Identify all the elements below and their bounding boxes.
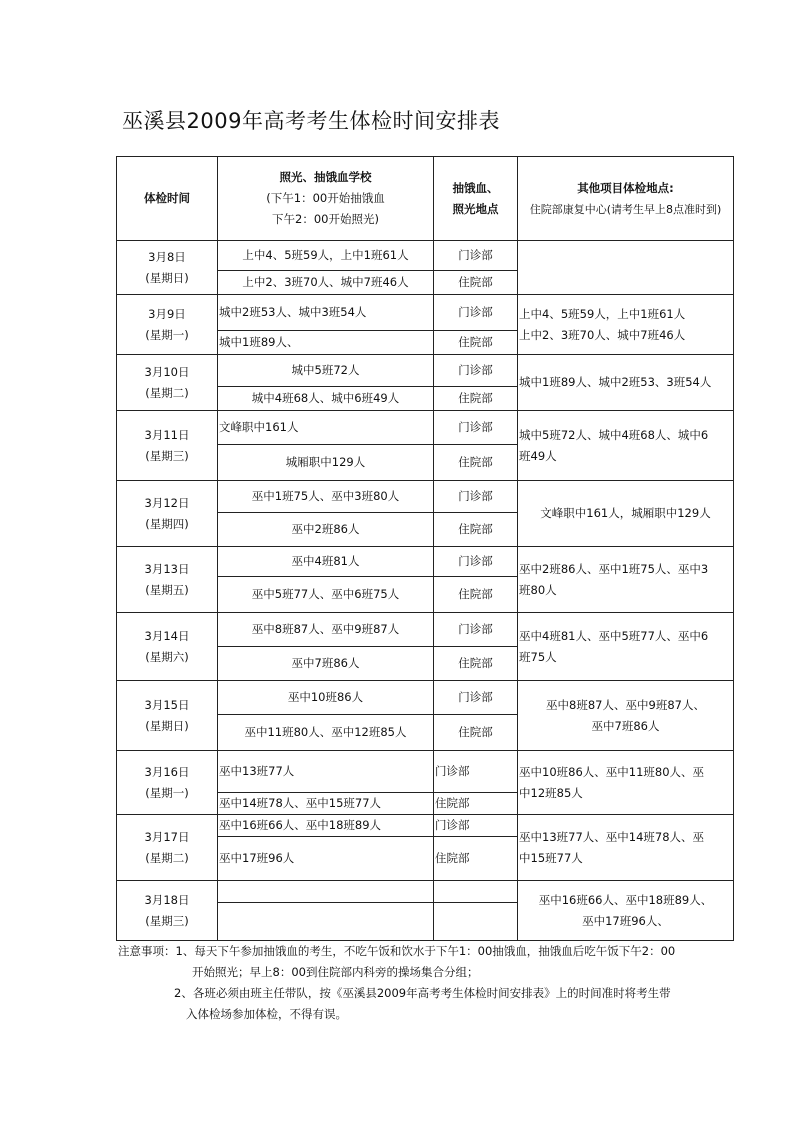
other-location-line: 巫中8班87人、巫中9班87人、 xyxy=(546,697,705,712)
date-label: 3月9日 xyxy=(148,306,186,321)
location-cell: 住院部 xyxy=(434,647,518,681)
school-cell: 巫中2班86人 xyxy=(218,513,434,547)
table-row xyxy=(117,411,734,445)
date-label: 3月12日 xyxy=(144,495,190,510)
other-location-cell xyxy=(518,815,734,881)
table-row xyxy=(117,355,734,387)
notes-block xyxy=(118,941,738,1025)
table-row xyxy=(117,815,734,837)
other-location-cell: 城中1班89人、城中2班53、3班54人 xyxy=(518,355,734,411)
header-xray xyxy=(218,157,434,241)
weekday-label: (星期日) xyxy=(145,718,189,733)
date-cell xyxy=(117,241,218,295)
location-cell xyxy=(434,903,518,941)
weekday-label: (星期四) xyxy=(145,516,189,531)
school-cell xyxy=(218,903,434,941)
school-cell xyxy=(218,881,434,903)
date-cell xyxy=(117,481,218,547)
header-location-line2: 照光地点 xyxy=(452,201,499,216)
location-cell: 门诊部 xyxy=(434,295,518,331)
location-cell: 门诊部 xyxy=(434,241,518,271)
header-other xyxy=(518,157,734,241)
other-location-line: 上中4、5班59人，上中1班61人 xyxy=(519,306,686,321)
school-cell: 巫中7班86人 xyxy=(218,647,434,681)
location-cell: 住院部 xyxy=(434,793,518,815)
weekday-label: (星期二) xyxy=(145,850,189,865)
location-cell: 门诊部 xyxy=(434,355,518,387)
date-cell xyxy=(117,295,218,355)
header-xray-sub1: (下午1：00开始抽饿血 xyxy=(266,191,385,205)
table-row xyxy=(117,681,734,715)
other-location-line: 巫中13班77人、巫中14班78人、巫 xyxy=(519,829,705,844)
school-cell: 城中2班53人、城中3班54人 xyxy=(218,295,434,331)
other-location-cell xyxy=(518,613,734,681)
other-location-line: 巫中4班81人、巫中5班77人、巫中6 xyxy=(519,628,709,643)
date-label: 3月15日 xyxy=(144,697,190,712)
school-cell: 巫中4班81人 xyxy=(218,547,434,577)
date-cell xyxy=(117,547,218,613)
location-cell: 住院部 xyxy=(434,837,518,881)
weekday-label: (星期六) xyxy=(145,649,189,664)
header-other-sub: 住院部康复中心(请考生早上8点准时到) xyxy=(529,202,722,216)
location-cell: 住院部 xyxy=(434,271,518,295)
date-label: 3月10日 xyxy=(144,364,190,379)
date-label: 3月8日 xyxy=(148,249,186,264)
other-location-line: 班80人 xyxy=(519,582,557,597)
date-label: 3月13日 xyxy=(144,561,190,576)
other-location-line: 巫中16班66人、巫中18班89人、 xyxy=(538,892,713,907)
note-line-1b: 开始照光；早上8：00到住院部内科旁的操场集合分组； xyxy=(192,965,479,979)
weekday-label: (星期五) xyxy=(145,582,189,597)
other-location-line: 城中5班72人、城中4班68人、城中6 xyxy=(519,427,709,442)
other-location-line: 巫中10班86人、巫中11班80人、巫 xyxy=(519,764,705,779)
date-label: 3月11日 xyxy=(144,427,190,442)
location-cell: 住院部 xyxy=(434,577,518,613)
header-location-line1: 抽饿血、 xyxy=(452,180,499,195)
location-cell: 住院部 xyxy=(434,513,518,547)
location-cell: 住院部 xyxy=(434,445,518,481)
other-location-line: 班75人 xyxy=(519,649,557,664)
school-cell: 文峰职中161人 xyxy=(218,411,434,445)
other-location-cell xyxy=(518,751,734,815)
date-cell xyxy=(117,355,218,411)
header-location xyxy=(434,157,518,241)
location-cell: 门诊部 xyxy=(434,751,518,793)
school-cell: 巫中11班80人、巫中12班85人 xyxy=(218,715,434,751)
date-label: 3月16日 xyxy=(144,764,190,779)
school-cell: 城中1班89人、 xyxy=(218,331,434,355)
other-location-line: 巫中2班86人、巫中1班75人、巫中3 xyxy=(519,561,709,576)
note-line-2b: 入体检场参加体检，不得有误。 xyxy=(186,1007,347,1021)
location-cell xyxy=(434,881,518,903)
table-row xyxy=(117,241,734,271)
weekday-label: (星期日) xyxy=(145,270,189,285)
other-location-cell xyxy=(518,411,734,481)
school-cell: 城中5班72人 xyxy=(218,355,434,387)
date-cell xyxy=(117,881,218,941)
header-xray-title: 照光、抽饿血学校 xyxy=(279,170,372,184)
location-cell: 门诊部 xyxy=(434,411,518,445)
page-title: 巫溪县2009年高考考生体检时间安排表 xyxy=(122,109,500,133)
location-cell: 住院部 xyxy=(434,331,518,355)
location-cell: 门诊部 xyxy=(434,815,518,837)
other-location-line: 中12班85人 xyxy=(519,785,583,800)
school-cell: 上中4、5班59人，上中1班61人 xyxy=(218,241,434,271)
table-row xyxy=(117,613,734,647)
school-cell: 巫中13班77人 xyxy=(218,751,434,793)
header-other-title: 其他项目体检地点: xyxy=(577,180,674,195)
weekday-label: (星期三) xyxy=(145,448,189,463)
table-row xyxy=(117,547,734,577)
date-cell xyxy=(117,681,218,751)
other-location-line: 中15班77人 xyxy=(519,850,583,865)
other-location-cell xyxy=(518,681,734,751)
table-row xyxy=(117,295,734,331)
note-line-1: 注意事项：1、每天下午参加抽饿血的考生，不吃午饭和饮水于下午1：00抽饿血，抽饿血后吃午饭下午2：00 xyxy=(118,944,676,958)
other-location-cell xyxy=(518,547,734,613)
note-line-2: 2、各班必须由班主任带队，按《巫溪县2009年高考考生体检时间安排表》上的时间准时将考生带 xyxy=(174,986,671,1000)
other-location-cell xyxy=(518,295,734,355)
other-location-line: 班49人 xyxy=(519,448,557,463)
other-location-line: 上中2、3班70人、城中7班46人 xyxy=(519,327,686,342)
table-row xyxy=(117,881,734,903)
date-cell xyxy=(117,751,218,815)
table-row xyxy=(117,481,734,513)
location-cell: 门诊部 xyxy=(434,681,518,715)
date-cell xyxy=(117,815,218,881)
school-cell: 巫中16班66人、巫中18班89人 xyxy=(218,815,434,837)
school-cell: 城中4班68人、城中6班49人 xyxy=(218,387,434,411)
weekday-label: (星期二) xyxy=(145,385,189,400)
location-cell: 门诊部 xyxy=(434,613,518,647)
date-label: 3月14日 xyxy=(144,628,190,643)
other-location-cell xyxy=(518,881,734,941)
school-cell: 上中2、3班70人、城中7班46人 xyxy=(218,271,434,295)
table-row xyxy=(117,751,734,793)
school-cell: 巫中17班96人 xyxy=(218,837,434,881)
header-row xyxy=(117,157,734,241)
weekday-label: (星期三) xyxy=(145,913,189,928)
school-cell: 巫中8班87人、巫中9班87人 xyxy=(218,613,434,647)
school-cell: 巫中10班86人 xyxy=(218,681,434,715)
date-label: 3月17日 xyxy=(144,829,190,844)
date-cell xyxy=(117,411,218,481)
other-location-line: 巫中7班86人 xyxy=(591,718,660,733)
location-cell: 住院部 xyxy=(434,715,518,751)
school-cell: 巫中14班78人、巫中15班77人 xyxy=(218,793,434,815)
location-cell: 住院部 xyxy=(434,387,518,411)
date-cell xyxy=(117,613,218,681)
date-label: 3月18日 xyxy=(144,892,190,907)
school-cell: 巫中1班75人、巫中3班80人 xyxy=(218,481,434,513)
school-cell: 巫中5班77人、巫中6班75人 xyxy=(218,577,434,613)
other-location-line: 巫中17班96人、 xyxy=(582,913,669,928)
weekday-label: (星期一) xyxy=(145,785,189,800)
other-location-cell: 文峰职中161人，城厢职中129人 xyxy=(518,481,734,547)
location-cell: 门诊部 xyxy=(434,547,518,577)
location-cell: 门诊部 xyxy=(434,481,518,513)
weekday-label: (星期一) xyxy=(145,327,189,342)
other-location-cell xyxy=(518,241,734,295)
header-xray-sub2: 下午2：00开始照光) xyxy=(272,212,379,226)
school-cell: 城厢职中129人 xyxy=(218,445,434,481)
schedule-table xyxy=(116,156,734,941)
header-time: 体检时间 xyxy=(117,157,218,241)
